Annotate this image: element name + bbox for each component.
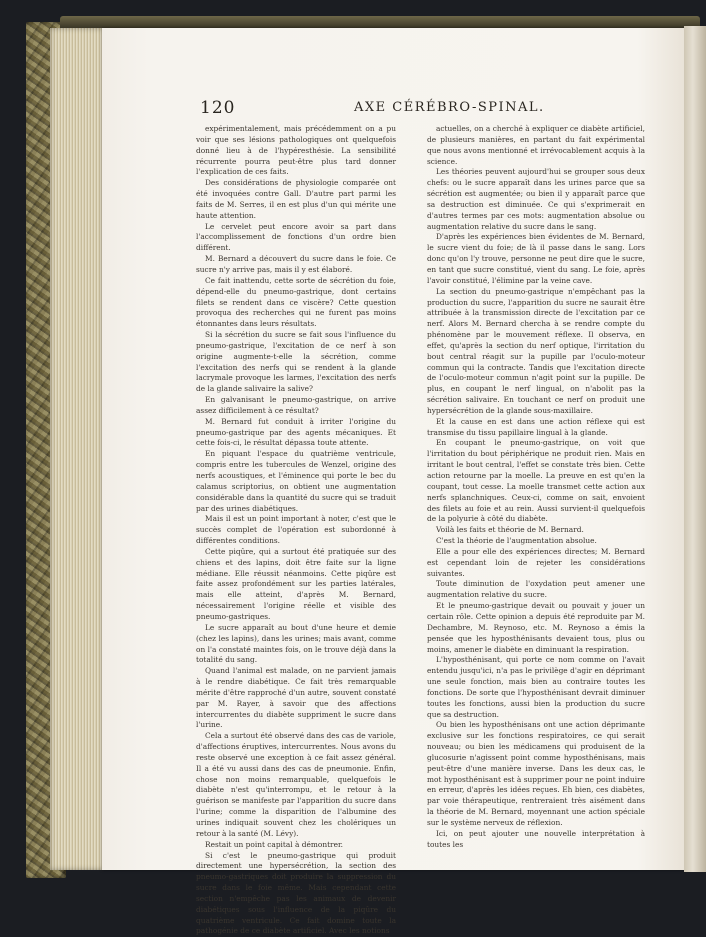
book-cover-top xyxy=(60,16,700,28)
paragraph: C'est la théorie de l'augmentation absolue. xyxy=(436,536,597,546)
paragraph: Cela a surtout été observé dans des cas de variole, d'affections éruptives, intercurrentes. Nous avons du reste observé une exception à ce fait assez général. Il a été vu aussi dans des cas de pneumonie. Enfin, chose non moins remarquable, quelquefois le diabète n'est qu'interrompu, et le retour à la guérison se manifeste par l'apparition du sucre dans l'urine; comme la disparition de l'albumine des urines indiquait souvent chez les cholériques un retour à la santé (M. Lévy). xyxy=(196,731,396,838)
paragraph: Restait un point capital à démontrer. xyxy=(205,839,344,849)
paragraph: En coupant le pneumo-gastrique, on voit que l'irritation du bout périphérique ne produit rien. Mais en irritant le bout central, l'effet se constate très bien. Cette action retourne par la moelle. La preuve en est qu'en la coupant, tout cesse. La moelle transmet cette action aux nerfs splanchniques. Ceux-ci, comme on sait, envoient des filets au foie et au rein. Aussi survient-il quelquefois de la polyurie à côté du diabète. xyxy=(427,438,645,524)
paragraph: L'hyposthénisant, qui porte ce nom comme on l'avait entendu jusqu'ici, n'a pas le privilège d'agir en déprimant une seule fonction, mais bien au contraire toutes les fonctions. De sorte que l'hyposthénisant devrait diminuer toutes les fonctions, aussi bien la production du sucre que sa destruction. xyxy=(427,655,645,719)
paragraph: M. Bernard fut conduit à irriter l'origine du pneumo-gastrique par des agents mécaniques. Et cette fois-ci, le résultat dépassa toute attente. xyxy=(196,416,396,448)
page-header xyxy=(102,98,684,120)
paragraph: La section du pneumo-gastrique n'empêchant pas la production du sucre, l'apparition du sucre ne saurait être attribuée à la transmission directe de l'excitation par ce nerf. Alors M. Bernard chercha à se rendre compte du phénomène par le mouvement réflexe. Il observa, en effet, qu'après la section du nerf optique, l'irritation du bout central réagit sur la pupille par l'oculo-moteur commun qui la contracte. Tandis que l'excitation directe de l'oculo-moteur commun n'agit point sur la pupille. De plus, en coupant le nerf lingual, on n'abolit pas la sécrétion salivaire. En touchant ce nerf on produit une hypersécrétion de la glande sous-maxillaire. xyxy=(427,286,645,415)
paragraph: Elle a pour elle des expériences directes; M. Bernard est cependant loin de rejeter les considérations suivantes. xyxy=(427,546,645,578)
paragraph: En galvanisant le pneumo-gastrique, on arrive assez difficilement à ce résultat? xyxy=(196,395,396,415)
right-column xyxy=(427,124,645,851)
paragraph: Ici, on peut ajouter une nouvelle interprétation à toutes les xyxy=(427,828,645,849)
paragraph: Les théories peuvent aujourd'hui se grouper sous deux chefs: ou le sucre apparaît dans les urines parce que sa sécrétion est augmentée; ou bien il y apparaît parce que sa destruction est diminuée. Ce qui s'exprimerait en d'autres termes par ces mots: augmentation absolue ou augmentation relative du sucre dans le sang. xyxy=(427,167,645,231)
paragraph: Si la sécrétion du sucre se fait sous l'influence du pneumo-gastrique, l'excitation de ce nerf à son origine augmente-t-elle la sécrétion, comme l'excitation des nerfs qui se rendent à la glande lacrymale provoque les larmes, l'excitation des nerfs de la glande salivaire la salive? xyxy=(196,330,396,394)
paragraph: expérimentalement, mais précédemment on a pu voir que ses lésions pathologiques ont quelquefois donné lieu à de l'hypéresthésie. La sensibilité récurrente pourra peut-être plus tard donner l'explication de ces faits. xyxy=(196,124,396,177)
paragraph: Toute diminution de l'oxydation peut amener une augmentation relative du sucre. xyxy=(427,579,645,600)
paragraph: D'après les expériences bien évidentes de M. Bernard, le sucre vient du foie; de là il passe dans le sang. Lors donc qu'on l'y trouve, personne ne peut dire que le sucre, en tant que sucre constitué, vient du sang. Le foie, après l'avoir constitué, l'élimine par la veine cave. xyxy=(427,232,645,285)
paragraph: Si c'est le pneumo-gastrique qui produit directement une hypersécrétion, la section des pneumo-gastriques doit produire la suppression du sucre dans le foie même. Mais cependant cette section n'empêche pas les animaux de devenir diabétiques sous l'influence de la piqûre du quatrième ventricule. Ce fait domine toute la pathogénie de ce diabète artificiel. Avec les notions xyxy=(196,850,396,936)
paragraph: M. Bernard a découvert du sucre dans le foie. Ce sucre n'y arrive pas, mais il y est élaboré. xyxy=(196,254,396,274)
paragraph: Le cervelet peut encore avoir sa part dans l'accomplissement de fonctions d'un ordre bien différent. xyxy=(196,221,396,253)
page-number: 120 xyxy=(200,98,236,118)
left-column xyxy=(196,124,396,937)
paragraph: Cette piqûre, qui a surtout été pratiquée sur des chiens et des lapins, doit être faite sur la ligne médiane. Elle réussit néanmoins. Cette piqûre est faite assez profondément sur les parties latérales, mais elle atteint, d'après M. Bernard, nécessairement l'origine réelle et visible des pneumo-gastriques. xyxy=(196,546,396,621)
page-stack-edge xyxy=(50,28,106,870)
paragraph: Et la cause en est dans une action réflexe qui est transmise du tissu papillaire lingual à la glande. xyxy=(427,416,645,437)
paragraph: Voilà les faits et théorie de M. Bernard. xyxy=(436,525,584,535)
paragraph: Et le pneumo-gastrique devait ou pouvait y jouer un certain rôle. Cette opinion a depuis été reproduite par M. Dechambre, M. Reynoso, etc. M. Reynoso a émis la pensée que les hyposthénisants devaient tous, plus ou moins, amener le diabète en diminuant la respiration. xyxy=(427,601,645,654)
paragraph: Quand l'animal est malade, on ne parvient jamais à le rendre diabétique. Ce fait très remarquable mérite d'être rapproché d'un autre, souvent constaté par M. Rayer, à savoir que des affections intercurrentes du diabète suppriment le sucre dans l'urine. xyxy=(196,666,396,730)
paragraph: Ce fait inattendu, cette sorte de sécrétion du foie, dépend-elle du pneumo-gastrique, dont certains filets se rendent dans ce viscère? Cette question provoqua des recherches qui ne furent pas moins étonnantes dans leurs résultats. xyxy=(196,275,396,329)
facing-page-edge xyxy=(684,26,706,872)
paragraph: Le sucre apparaît au bout d'une heure et demie (chez les lapins), dans les urines; mais avant, comme on l'a constaté maintes fois, on le trouve déjà dans la totalité du sang. xyxy=(196,622,396,665)
paragraph: Des considérations de physiologie comparée ont été invoquées contre Gall. D'autre part parmi les faits de M. Serres, il en est plus d'un qui mérite une haute attention. xyxy=(196,178,396,220)
paragraph: Mais il est un point important à noter, c'est que le succès complet de l'opération est subordonné à différentes conditions. xyxy=(196,514,396,546)
paragraph: En piquant l'espace du quatrième ventricule, compris entre les tubercules de Wenzel, origine des nerfs acoustiques, et l'éminence qui porte le bec du calamus scriptorius, on obtient une augmentation considérable dans la quantité du sucre qui se traduit par des urines diabétiques. xyxy=(196,449,396,513)
paragraph: actuelles, on a cherché à expliquer ce diabète artificiel, de plusieurs manières, en partant du fait expérimental que nous avons mentionné et irrévocablement acquis à la science. xyxy=(427,124,645,166)
running-title: AXE CÉRÉBRO-SPINAL. xyxy=(354,100,545,115)
paragraph: Ou bien les hyposthénisans ont une action déprimante exclusive sur les fonctions respiratoires, ce qui serait nouveau; ou bien les médicamens qui produisent de la glucosurie n'agissent point comme hyposthénisans, mais peut-être d'une manière inverse. Dans les deux cas, le mot hyposthénisant est à supprimer pour ne point induire en erreur, d'après les idées reçues. Eh bien, ces diabètes, par voie thérapeutique, rentreraient très aisément dans la théorie de M. Bernard, moyennant une action spéciale sur le système nerveux de réflexion. xyxy=(427,720,645,827)
